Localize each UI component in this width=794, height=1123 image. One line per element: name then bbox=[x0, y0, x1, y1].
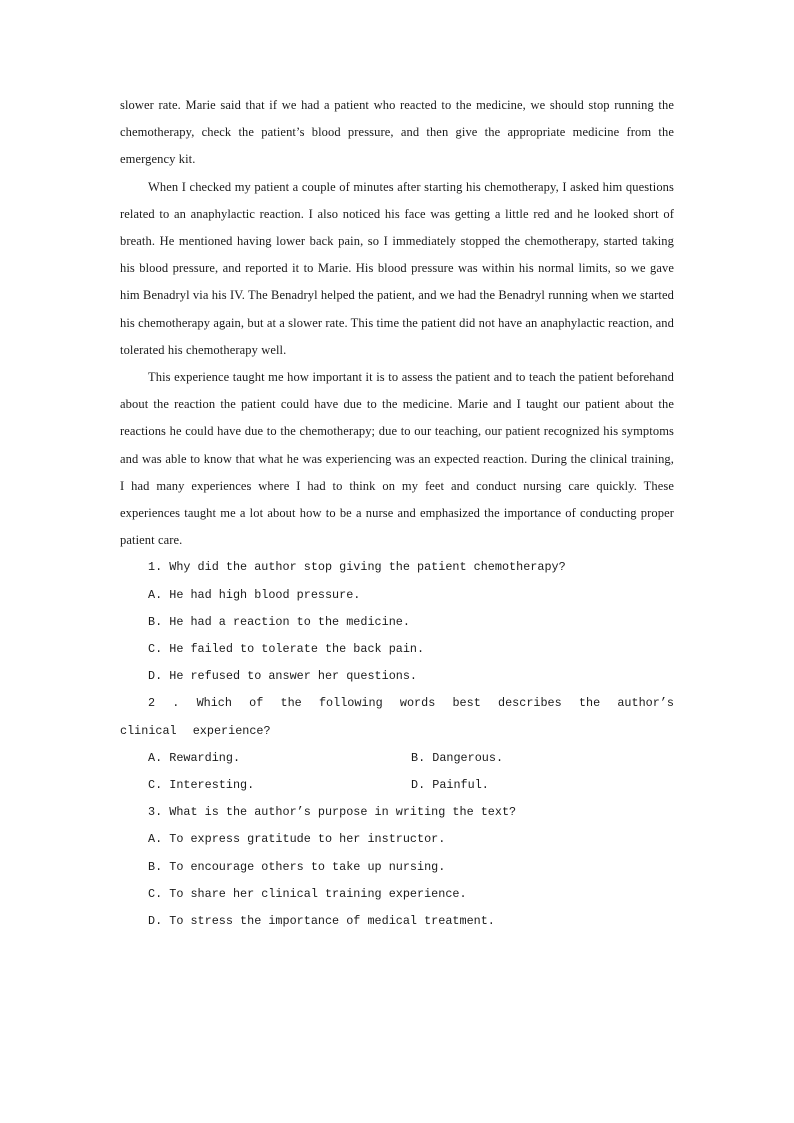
question-2 bbox=[120, 690, 674, 799]
document-page bbox=[120, 92, 674, 935]
question-2-option-a: A. Rewarding. bbox=[148, 750, 241, 765]
question-2-option-b: B. Dangerous. bbox=[411, 750, 504, 765]
question-3-stem: 3. What is the author’s purpose in writing the text? bbox=[148, 805, 517, 820]
question-3-option-b: B. To encourage others to take up nursing. bbox=[148, 859, 446, 874]
question-2-options-row-2 bbox=[120, 772, 674, 799]
question-2-options-row-1 bbox=[120, 745, 674, 772]
passage-paragraph-2: When I checked my patient a couple of minutes after starting his chemotherapy, I asked him questions related to an anaphylactic reaction. I also noticed his face was getting a little red and he looked short of breath. He mentioned having lower back pain, so I immediately stopped the chemotherapy, started taking his blood pressure, and reported it to Marie. His blood pressure was within his normal limits, so we gave him Benadryl via his IV. The Benadryl helped the patient, and we had the Benadryl running when we started his chemotherapy again, but at a slower rate. This time the patient did not have an anaphylactic reaction, and tolerated his chemotherapy well. bbox=[120, 179, 674, 357]
question-1-option-b: B. He had a reaction to the medicine. bbox=[148, 614, 410, 629]
question-3-option-c: C. To share her clinical training experience. bbox=[148, 886, 467, 901]
passage-paragraph-1: slower rate. Marie said that if we had a patient who reacted to the medicine, we should stop running the chemotherapy, check the patient’s blood pressure, and then give the appropriate medicine from the emergency kit. bbox=[120, 98, 674, 167]
question-3-option-a: A. To express gratitude to her instructor. bbox=[148, 832, 446, 847]
question-1-option-d: D. He refused to answer her questions. bbox=[148, 669, 418, 684]
question-3-option-d: D. To stress the importance of medical treatment. bbox=[148, 914, 495, 929]
question-2-option-c: C. Interesting. bbox=[148, 778, 255, 793]
question-2-stem: 2 . Which of the following words best describes the author’s clinical experience? bbox=[120, 696, 674, 738]
question-1-option-a: A. He had high blood pressure. bbox=[148, 587, 361, 602]
passage-paragraph-3: This experience taught me how important it is to assess the patient and to teach the patient beforehand about the reaction the patient could have due to the medicine. Marie and I taught our patient about the reactions he could have due to the chemotherapy; due to our teaching, our patient recognized his symptoms and was able to know that what he was experiencing was an expected reaction. During the clinical training, I had many experiences where I had to think on my feet and conduct nursing care quickly. These experiences taught me a lot about how to be a nurse and emphasized the importance of conducting proper patient care. bbox=[120, 370, 674, 548]
question-2-option-d: D. Painful. bbox=[411, 778, 489, 793]
question-1-stem: 1. Why did the author stop giving the patient chemotherapy? bbox=[148, 560, 566, 575]
question-3 bbox=[120, 799, 674, 935]
question-1 bbox=[120, 554, 674, 690]
question-1-option-c: C. He failed to tolerate the back pain. bbox=[148, 642, 425, 657]
